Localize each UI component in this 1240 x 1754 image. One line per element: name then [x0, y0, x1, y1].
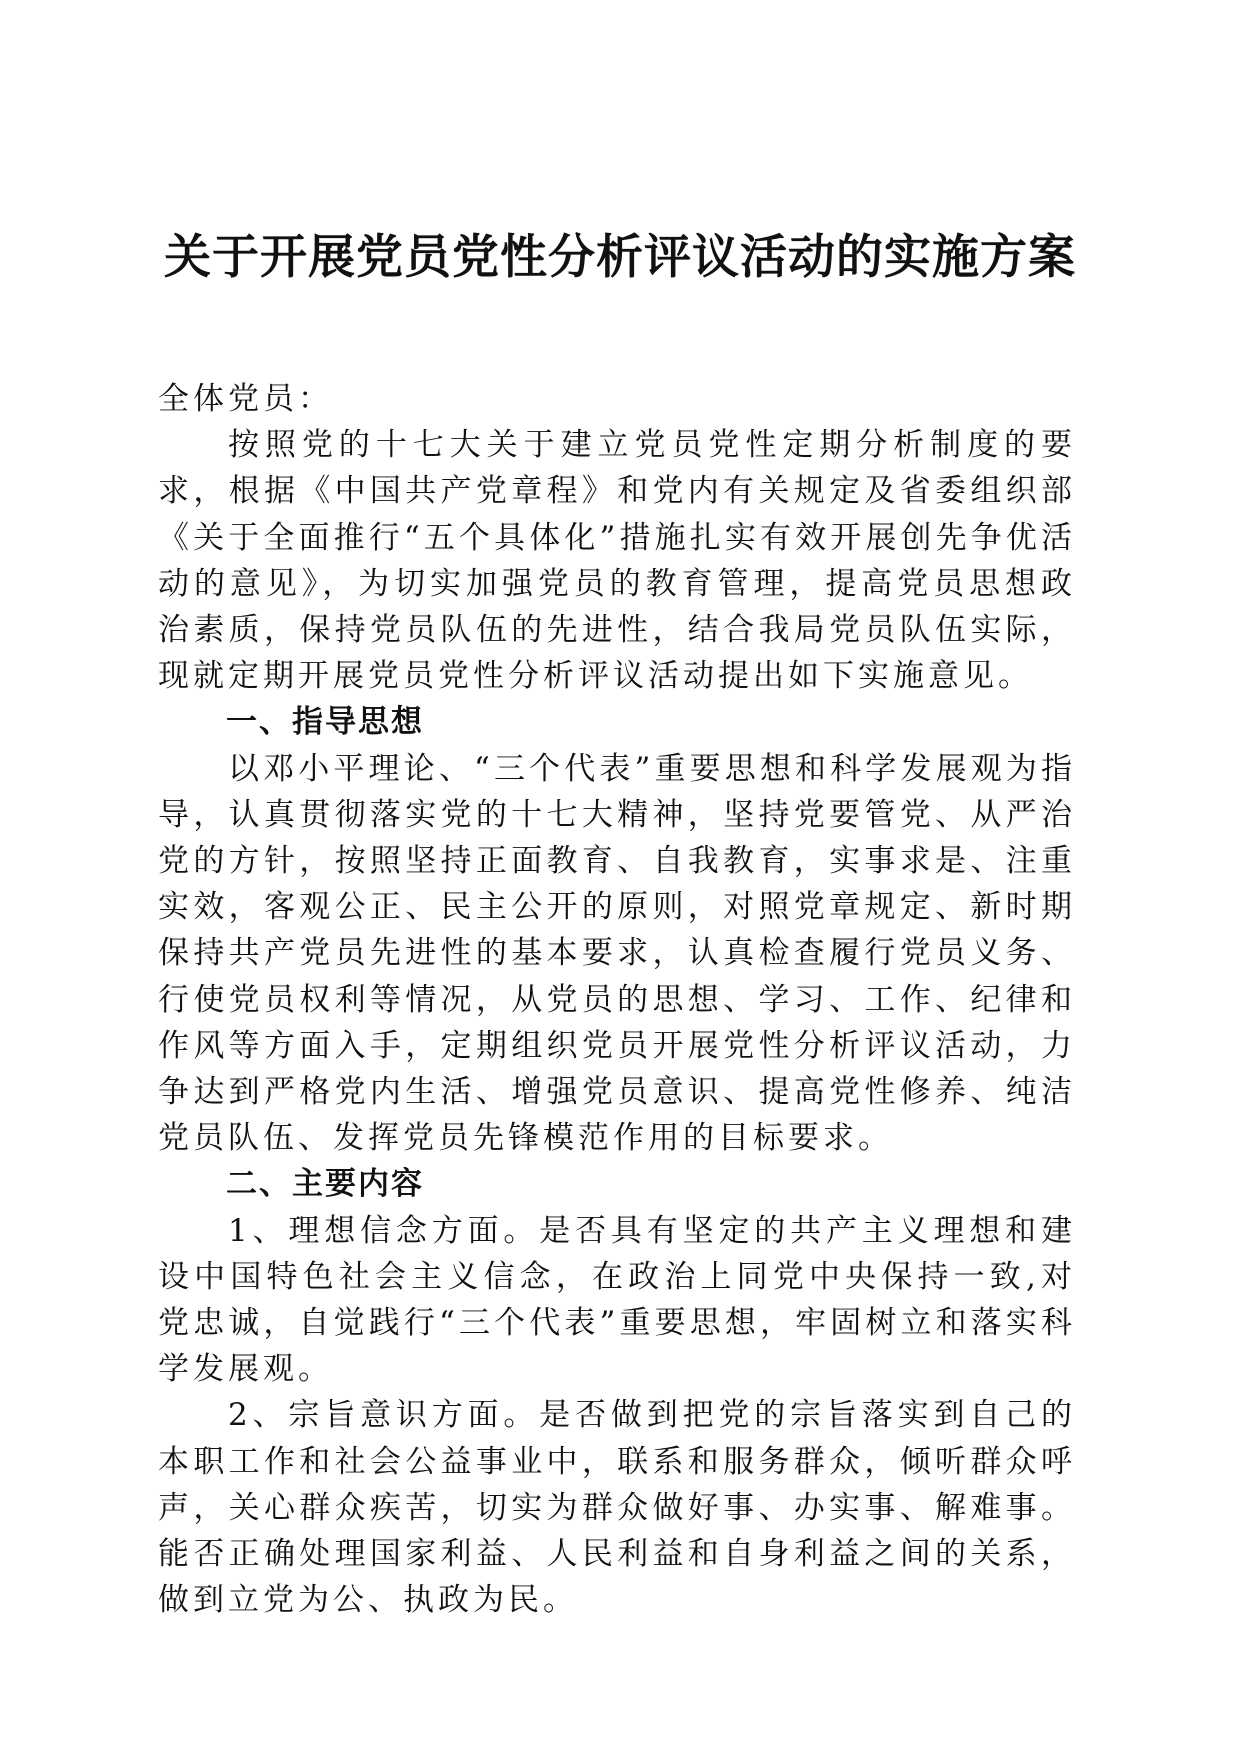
- section-heading-main-content: 二、主要内容: [226, 1166, 424, 1203]
- salutation: 全体党员：: [158, 381, 333, 417]
- section-heading-guiding-ideology: 一、指导思想: [226, 704, 424, 741]
- document-body: [158, 376, 1076, 1623]
- main-content-paragraph-1: 1、理想信念方面。是否具有坚定的共产主义理想和建设中国特色社会主义信念，在政治上同党中央保持一致,对党忠诚，自觉践行“三个代表”重要思想，牢固树立和落实科学发展观。: [158, 1212, 1076, 1388]
- document-title: 关于开展党员党性分析评议活动的实施方案: [164, 230, 1076, 285]
- intro-paragraph: 按照党的十七大关于建立党员党性定期分析制度的要求，根据《中国共产党章程》和党内有关规定及省委组织部《关于全面推行“五个具体化”措施扎实有效开展创先争优活动的意见》，为切实加强党员的教育管理，提高党员思想政治素质，保持党员队伍的先进性，结合我局党员队伍实际，现就定期开展党员党性分析评议活动提出如下实施意见。: [158, 427, 1076, 695]
- guiding-ideology-paragraph: 以邓小平理论、“三个代表”重要思想和科学发展观为指导，认真贯彻落实党的十七大精神，坚持党要管党、从严治党的方针，按照坚持正面教育、自我教育，实事求是、注重实效，客观公正、民主公开的原则，对照党章规定、新时期保持共产党员先进性的基本要求，认真检查履行党员义务、行使党员权利等情况，从党员的思想、学习、工作、纪律和作风等方面入手，定期组织党员开展党性分析评议活动，力争达到严格党内生活、增强党员意识、提高党性修养、纯洁党员队伍、发挥党员先锋模范作用的目标要求。: [158, 750, 1076, 1157]
- main-content-paragraph-2: 2、宗旨意识方面。是否做到把党的宗旨落实到自己的本职工作和社会公益事业中，联系和服务群众，倾听群众呼声，关心群众疾苦，切实为群众做好事、办实事、解难事。能否正确处理国家利益、人民利益和自身利益之间的关系，做到立党为公、执政为民。: [158, 1397, 1076, 1619]
